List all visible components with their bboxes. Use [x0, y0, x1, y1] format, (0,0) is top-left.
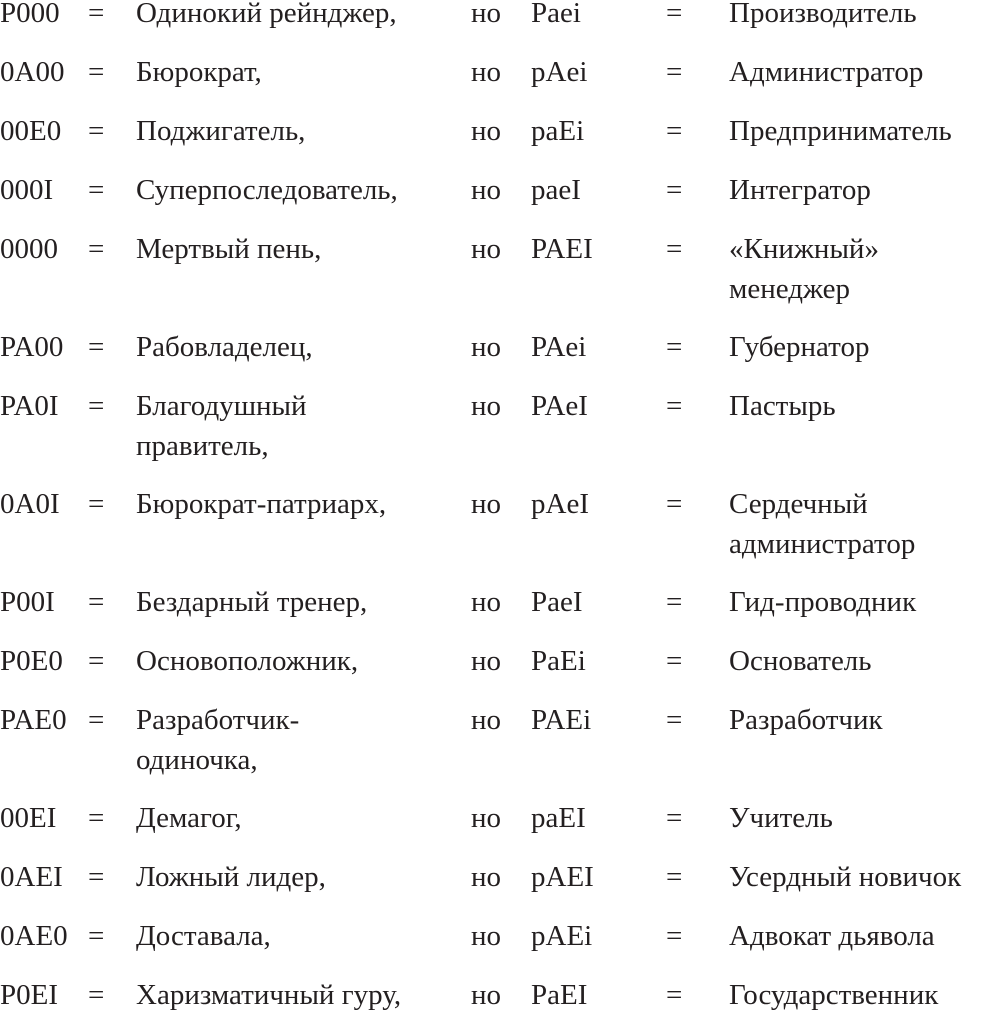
equals-sign: =	[88, 233, 105, 265]
equals-sign: =	[666, 115, 683, 147]
but-word: но	[471, 390, 502, 422]
equals-sign: =	[666, 390, 683, 422]
but-word: но	[471, 704, 502, 736]
result-cell: Основатель	[729, 645, 872, 677]
code2-cell: paeI	[531, 174, 581, 206]
name-cell: Харизматичный гуру,	[136, 979, 402, 1011]
table-row	[0, 52, 1000, 111]
result-cell: Усердный новичок	[729, 861, 962, 893]
code2-cell: PAei	[531, 331, 587, 363]
but-word: но	[471, 115, 502, 147]
equals-sign: =	[88, 979, 105, 1011]
result-cell: Государственник	[729, 979, 939, 1011]
code-cell: 000I	[0, 174, 54, 206]
equals-sign: =	[88, 704, 105, 736]
equals-sign: =	[88, 56, 105, 88]
table-row	[0, 0, 1000, 52]
name-cell: Благодушный правитель,	[136, 390, 307, 462]
but-word: но	[471, 645, 502, 677]
but-word: но	[471, 233, 502, 265]
name-cell: Бюрократ,	[136, 56, 262, 88]
equals-sign: =	[666, 645, 683, 677]
but-word: но	[471, 488, 502, 520]
code2-cell: PaEi	[531, 645, 586, 677]
code2-cell: PAEI	[531, 233, 593, 265]
result-cell: Сердечный администратор	[729, 488, 916, 560]
table-row	[0, 111, 1000, 170]
but-word: но	[471, 331, 502, 363]
code2-cell: paEI	[531, 802, 586, 834]
but-word: но	[471, 802, 502, 834]
equals-sign: =	[88, 488, 105, 520]
equals-sign: =	[666, 331, 683, 363]
equals-sign: =	[666, 174, 683, 206]
equals-sign: =	[88, 331, 105, 363]
equals-sign: =	[666, 861, 683, 893]
name-cell: Бездарный тренер,	[136, 586, 368, 618]
result-cell: Гид-проводник	[729, 586, 917, 618]
name-cell: Демагог,	[136, 802, 242, 834]
result-cell: Пастырь	[729, 390, 836, 422]
equals-sign: =	[88, 861, 105, 893]
code2-cell: pAEi	[531, 920, 593, 952]
code2-cell: paEi	[531, 115, 585, 147]
table-row	[0, 916, 1000, 975]
but-word: но	[471, 861, 502, 893]
equals-sign: =	[88, 586, 105, 618]
code-cell: 00EI	[0, 802, 57, 834]
equals-sign: =	[88, 390, 105, 422]
table-row	[0, 857, 1000, 916]
equals-sign: =	[88, 174, 105, 206]
equals-sign: =	[666, 488, 683, 520]
name-cell: Рабовладелец,	[136, 331, 313, 363]
code-cell: P000	[0, 0, 60, 29]
code-cell: 0A00	[0, 56, 65, 88]
table-row	[0, 641, 1000, 700]
code2-cell: pAEI	[531, 861, 594, 893]
table-row	[0, 798, 1000, 857]
name-cell: Одинокий рейнджер,	[136, 0, 397, 29]
but-word: но	[471, 920, 502, 952]
result-cell: Губернатор	[729, 331, 870, 363]
equals-sign: =	[88, 0, 105, 29]
name-cell: Суперпоследователь,	[136, 174, 398, 206]
but-word: но	[471, 0, 502, 29]
code-cell: 0000	[0, 233, 58, 265]
name-cell: Основоположник,	[136, 645, 359, 677]
equals-sign: =	[88, 645, 105, 677]
but-word: но	[471, 56, 502, 88]
equals-sign: =	[666, 704, 683, 736]
result-cell: «Книжный» менеджер	[729, 233, 879, 305]
table-row	[0, 484, 1000, 582]
name-cell: Бюрократ-патриарх,	[136, 488, 387, 520]
code-cell: 0AE0	[0, 920, 68, 952]
equals-sign: =	[666, 802, 683, 834]
code-cell: PA00	[0, 331, 64, 363]
result-cell: Интегратор	[729, 174, 871, 206]
but-word: но	[471, 174, 502, 206]
equals-sign: =	[666, 0, 683, 29]
code2-cell: pAei	[531, 56, 588, 88]
result-cell: Учитель	[729, 802, 833, 834]
code-cell: 0A0I	[0, 488, 60, 520]
equals-sign: =	[666, 233, 683, 265]
code-cell: PA0I	[0, 390, 59, 422]
result-cell: Производитель	[729, 0, 917, 29]
result-cell: Предприниматель	[729, 115, 952, 147]
but-word: но	[471, 979, 502, 1011]
table-row	[0, 170, 1000, 229]
table-row	[0, 386, 1000, 484]
code2-cell: PaeI	[531, 586, 583, 618]
name-cell: Разработчик-одиночка,	[136, 704, 300, 776]
name-cell: Доставала,	[136, 920, 271, 952]
equals-sign: =	[88, 115, 105, 147]
equals-sign: =	[666, 979, 683, 1011]
code2-cell: PAEi	[531, 704, 592, 736]
code-cell: 00E0	[0, 115, 62, 147]
name-cell: Поджигатель,	[136, 115, 306, 147]
result-cell: Адвокат дьявола	[729, 920, 935, 952]
table-row	[0, 229, 1000, 327]
result-cell: Администратор	[729, 56, 924, 88]
table-row	[0, 582, 1000, 641]
result-cell: Разработчик	[729, 704, 883, 736]
name-cell: Мертвый пень,	[136, 233, 322, 265]
table-row	[0, 700, 1000, 798]
code-cell: P00I	[0, 586, 55, 618]
table-row	[0, 975, 1000, 1034]
equals-sign: =	[88, 920, 105, 952]
equals-sign: =	[666, 586, 683, 618]
table-row	[0, 327, 1000, 386]
code-cell: P0E0	[0, 645, 63, 677]
equals-sign: =	[88, 802, 105, 834]
code2-cell: PaEI	[531, 979, 588, 1011]
code2-cell: Paei	[531, 0, 581, 29]
code-cell: P0EI	[0, 979, 58, 1011]
equals-sign: =	[666, 56, 683, 88]
code2-cell: PAeI	[531, 390, 588, 422]
equals-sign: =	[666, 920, 683, 952]
code2-cell: pAeI	[531, 488, 589, 520]
but-word: но	[471, 586, 502, 618]
code-cell: PAE0	[0, 704, 67, 736]
name-cell: Ложный лидер,	[136, 861, 326, 893]
code-cell: 0AEI	[0, 861, 63, 893]
